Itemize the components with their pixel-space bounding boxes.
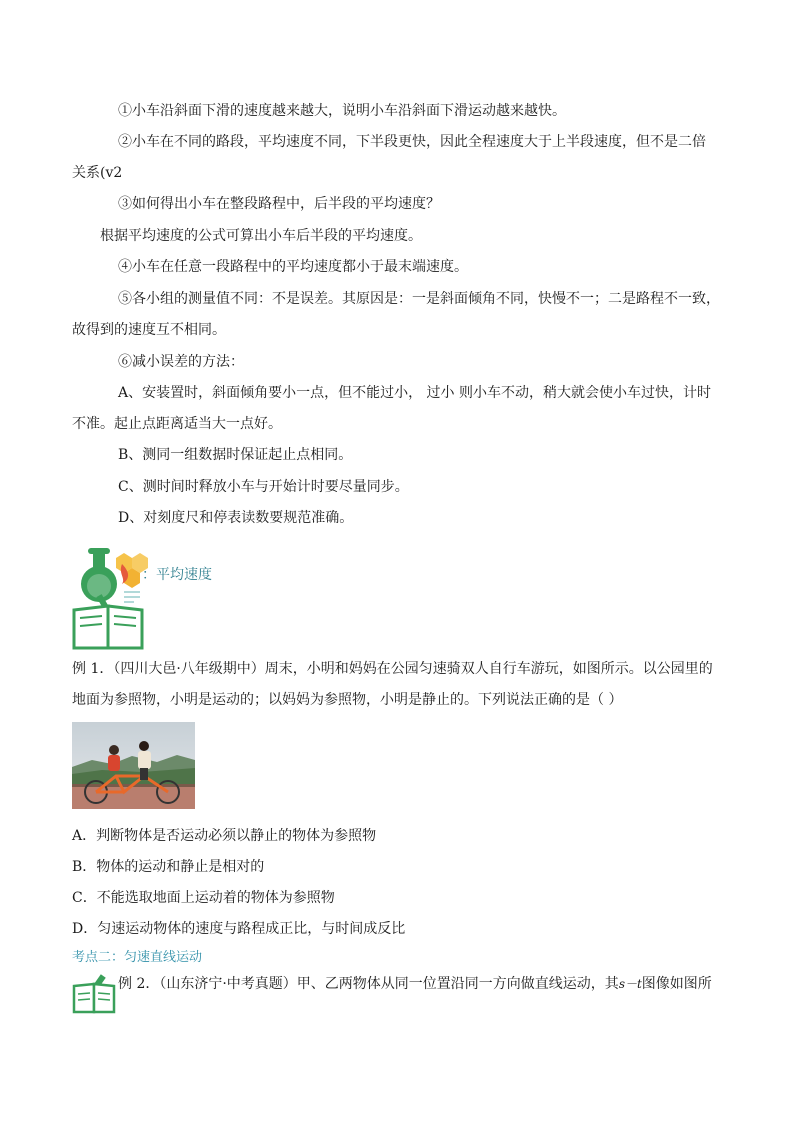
paragraph-4: 根据平均速度的公式可算出小车后半段的平均速度。 <box>100 228 422 244</box>
option-b: B．物体的运动和静止是相对的 <box>72 859 265 875</box>
section-title: ：平均速度 <box>142 567 212 583</box>
paragraph-2-line-1: ②小车在不同的路段，平均速度不同，下半段更快，因此全程速度大于上半段速度，但不是二倍 <box>118 134 706 150</box>
flask-book-icon <box>72 544 150 650</box>
paragraph-2-line-2: 关系(v2 <box>72 165 123 181</box>
paragraph-6-line-1: ⑤各小组的测量值不同：不是误差。其原因是：一是斜面倾角不同，快慢不一；二是路程不一致， <box>118 291 720 307</box>
example-2-text: 例 2．（山东济宁·中考真题）甲、乙两物体从同一位置沿同一方向做直线运动，其 <box>118 976 619 992</box>
option-d: D．匀速运动物体的速度与路程成正比，与时间成反比 <box>72 921 406 937</box>
paragraph-6-line-2: 故得到的速度互不相同。 <box>72 322 226 338</box>
example-2-tail: 图像如图所 <box>641 976 712 992</box>
paragraph-8-line-1: A、安装置时，斜面倾角要小一点，但不能过小， 过小 则小车不动，稍大就会使小车过快，计时 <box>118 385 712 401</box>
example-1-line-1: 例 1．（四川大邑·八年级期中）周末，小明和妈妈在公园匀速骑双人自行车游玩，如图所示。以公园里的 <box>72 661 713 677</box>
paragraph-3: ③如何得出小车在整段路程中，后半段的平均速度？ <box>118 196 440 212</box>
paragraph-7: ⑥减小误差的方法： <box>118 354 244 370</box>
paragraph-10: C、测时间时释放小车与开始计时要尽量同步。 <box>118 479 409 495</box>
paragraph-5: ④小车在任意一段路程中的平均速度都小于最末端速度。 <box>118 259 468 275</box>
paragraph-8-line-2: 不准。起止点距离适当大一点好。 <box>72 416 282 432</box>
kaodian-2-title: 考点二：匀速直线运动 <box>72 950 203 965</box>
paragraph-9: B、测同一组数据时保证起止点相同。 <box>118 447 353 463</box>
option-c: C．不能选取地面上运动着的物体为参照物 <box>72 890 335 906</box>
book-pencil-icon <box>72 972 118 1014</box>
tandem-bicycle-photo <box>72 722 195 809</box>
paragraph-1: ①小车沿斜面下滑的速度越来越大，说明小车沿斜面下滑运动越来越快。 <box>118 103 566 119</box>
paragraph-11: D、对刻度尺和停表读数要规范准确。 <box>118 510 354 526</box>
st-graph-symbol: s－t <box>618 977 642 991</box>
example-2-line <box>118 974 712 994</box>
example-1-line-2: 地面为参照物，小明是运动的；以妈妈为参照物，小明是静止的。下列说法正确的是（ ） <box>72 692 623 708</box>
option-a: A．判断物体是否运动必须以静止的物体为参照物 <box>72 828 377 844</box>
